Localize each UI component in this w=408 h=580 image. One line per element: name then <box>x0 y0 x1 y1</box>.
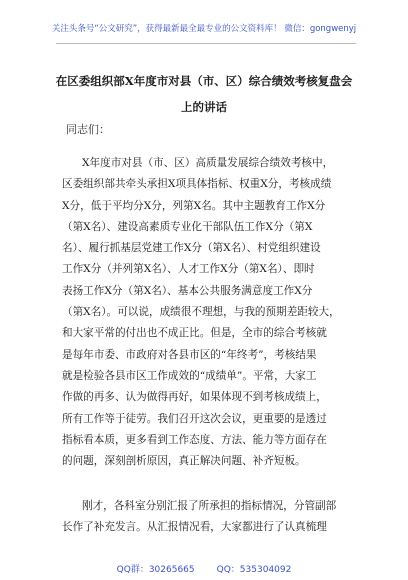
paragraph-line: 长作了补充发言。从汇报情况看，大家都进行了认真梳理 <box>62 521 327 534</box>
title-line-1: 在区委组织部X年度市对县（市、区）综合绩效考核复盘会 <box>55 74 353 88</box>
paragraph-line: 所有工作等于徒劳。我们召开这次会议，更重要的是透过 <box>62 412 327 425</box>
paragraph-line: 刚才，各科室分别汇报了所承担的指标情况，分管副部 <box>82 500 337 512</box>
header-promo-text: 关注头条号“公文研究”，获得最新最全最专业的公文资料库！ 微信：gongwenyj <box>51 24 357 34</box>
footer-contact <box>0 562 408 575</box>
paragraph-line: 表扬工作X分（第X名）、基本公共服务满意度工作X分 <box>62 284 313 297</box>
paragraph-line: 就是检验各县市区工作成效的“成绩单”。平常，大家工 <box>62 369 317 382</box>
paragraph-line: 作做的再多、认为做得再好，如果体现不到考核成绩上， <box>62 391 327 404</box>
title-line-2: 上的讲话 <box>181 100 227 114</box>
header-divider <box>56 43 356 44</box>
footer-qq-group: QQ群：30265665 <box>116 565 195 575</box>
footer-qq: QQ：535304092 <box>216 565 292 575</box>
paragraph-line: 的问题，深刻剖析原因，真正解决问题、补齐短板。 <box>62 455 306 468</box>
paragraph-line: 和大家平常的付出也不成正比。但是，全市的综合考核就 <box>62 327 327 340</box>
paragraph-line: 指标看本质，更多看到工作态度、方法、能力等方面存在 <box>62 433 327 446</box>
paragraph-line: X分，低于平均分X分，列第X名。其中主题教育工作X分 <box>62 199 326 212</box>
document-title <box>48 68 360 120</box>
salutation: 同志们： <box>66 123 110 136</box>
paragraph-line: X年度市对县（市、区）高质量发展综合绩效考核中， <box>82 157 334 169</box>
paragraph-1 <box>62 153 350 472</box>
paragraph-line: 是每年市委、市政府对各县市区的“年终考”，考核结果 <box>62 348 317 361</box>
paragraph-line: 区委组织部共牵头承担X项具体指标、权重X分，考核成绩 <box>62 178 332 191</box>
paragraph-line: （第X名）。可以说，成绩很不理想，与我的预期差距较大， <box>62 306 340 319</box>
paragraph-line: 工作X分（并列第X名）、人才工作X分（第X名）、即时 <box>62 263 315 276</box>
paragraph-2 <box>62 496 350 539</box>
paragraph-line: （第X名）、建设高素质专业化干部队伍工作X分（第X <box>62 220 313 233</box>
paragraph-line: 名）、履行抓基层党建工作X分（第X名）、村党组织建设 <box>62 242 321 255</box>
